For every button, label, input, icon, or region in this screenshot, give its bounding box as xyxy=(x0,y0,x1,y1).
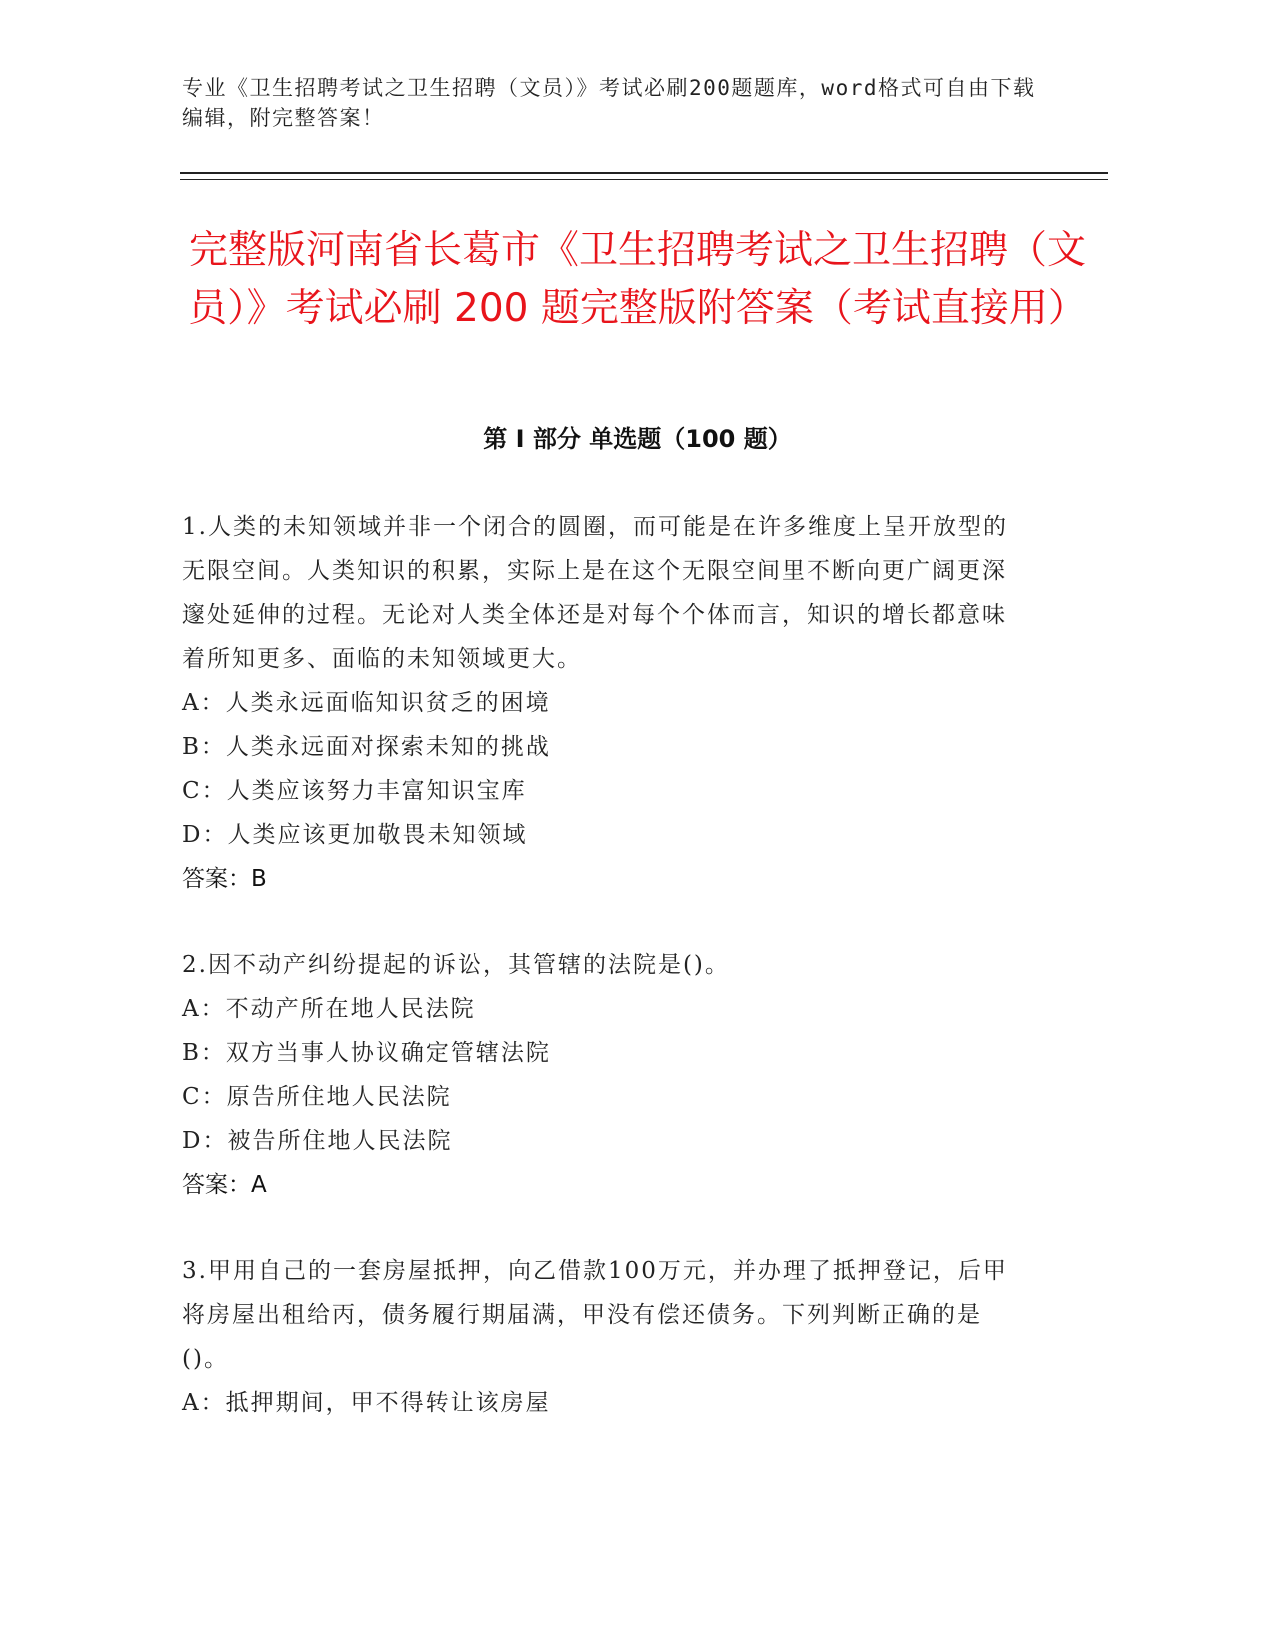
option-d: D：人类应该更加敬畏未知领域 xyxy=(182,822,528,848)
option-a: A：人类永远面临知识贫乏的困境 xyxy=(182,690,551,716)
option-c: C：原告所住地人民法院 xyxy=(182,1084,452,1110)
answer-line: 答案：B xyxy=(182,866,267,892)
question-stem: 3.甲用自己的一套房屋抵押，向乙借款100万元，并办理了抵押登记，后甲将房屋出租给丙，债务履行期届满，甲没有偿还债务。下列判断正确的是()。 xyxy=(182,1258,1008,1372)
option-b: B：人类永远面对探索未知的挑战 xyxy=(182,734,551,760)
option-a: A：抵押期间，甲不得转让该房屋 xyxy=(182,1390,551,1416)
option-d: D：被告所住地人民法院 xyxy=(182,1128,453,1154)
answer-line: 答案：A xyxy=(182,1172,267,1198)
question-1 xyxy=(182,505,1022,901)
question-2 xyxy=(182,943,1022,1207)
option-b: B：双方当事人协议确定管辖法院 xyxy=(182,1040,551,1066)
option-c: C：人类应该努力丰富知识宝库 xyxy=(182,778,527,804)
option-a: A：不动产所在地人民法院 xyxy=(182,996,476,1022)
section-title: 第 I 部分 单选题（100 题） xyxy=(483,425,792,453)
document-title: 完整版河南省长葛市《卫生招聘考试之卫生招聘（文员）》考试必刷 200 题完整版附答案（考试直接用） xyxy=(188,228,1087,331)
question-stem: 1.人类的未知领域并非一个闭合的圆圈，而可能是在许多维度上呈开放型的无限空间。人类知识的积累，实际上是在这个无限空间里不断向更广阔更深邃处延伸的过程。无论对人类全体还是对每个个体而言，知识的增长都意味着所知更多、面临的未知领域更大。 xyxy=(182,514,1008,672)
question-list xyxy=(182,505,1022,1467)
header-divider-thin xyxy=(180,179,1108,180)
header-note: 专业《卫生招聘考试之卫生招聘（文员）》考试必刷200题题库，word格式可自由下载编辑，附完整答案！ xyxy=(182,76,1036,130)
question-stem: 2.因不动产纠纷提起的诉讼，其管辖的法院是()。 xyxy=(182,952,730,978)
header-divider-thick xyxy=(180,172,1108,174)
question-3 xyxy=(182,1249,1022,1425)
